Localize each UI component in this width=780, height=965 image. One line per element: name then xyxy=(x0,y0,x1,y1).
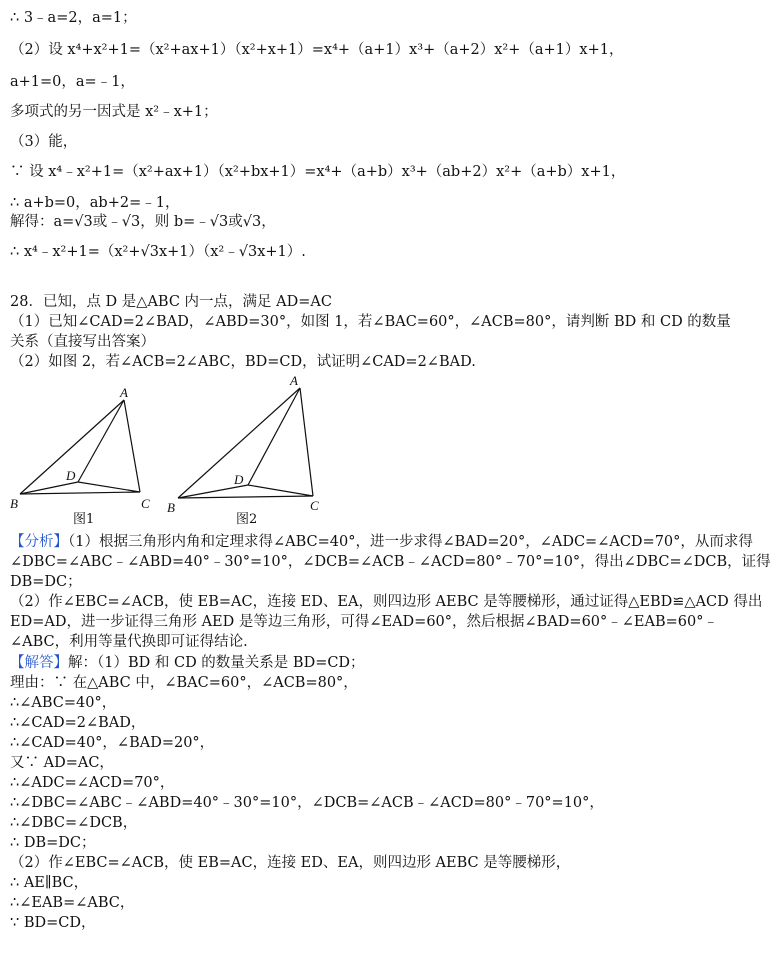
solution-step: ∴∠DBC=∠ABC﹣∠ABD=40°﹣30°=10°，∠DCB=∠ACB﹣∠ACD=80°﹣70°=10°， xyxy=(10,795,604,811)
text-line: a+1=0，a=﹣1， xyxy=(10,74,135,90)
text-line: ∴ 3﹣a=2，a=1； xyxy=(10,10,137,26)
solution-step: ∴∠EAB=∠ABC， xyxy=(10,895,135,911)
figure-1-caption: 图1 xyxy=(73,512,95,527)
solution-step: ∴∠ABC=40°， xyxy=(10,695,117,711)
solution-step: （2）作∠EBC=∠ACB，使 EB=AC，连接 ED、EA，则四边形 AEBC 是等腰梯形， xyxy=(10,855,571,871)
label-d: D xyxy=(66,468,76,483)
text-line: ∴ x⁴﹣x²+1=（x²+√3x+1）（x²﹣√3x+1）. xyxy=(10,244,306,260)
analysis-tag: 【分析】 xyxy=(10,534,68,550)
solution-step: 理由：∵ 在△ABC 中，∠BAC=60°，∠ACB=80°， xyxy=(10,675,358,691)
figure-1 xyxy=(8,382,168,514)
solution-first xyxy=(10,653,772,673)
line-dc xyxy=(78,482,140,492)
label-b: B xyxy=(167,500,175,514)
solution-step: ∴∠ADC=∠ACD=70°， xyxy=(10,775,175,791)
text-line: （2）设 x⁴+x²+1=（x²+ax+1）（x²+x+1）=x⁴+（a+1）x³+（a+2）x²+（a+1）x+1， xyxy=(10,42,624,58)
line-ad xyxy=(78,400,124,482)
problem-part1-cont: 关系（直接写出答案） xyxy=(10,334,155,350)
solution-step: ∴ AE∥BC， xyxy=(10,875,89,891)
solution-step: ∵ BD=CD， xyxy=(10,915,96,931)
solution-step: ∴∠CAD=2∠BAD， xyxy=(10,715,146,731)
line-bc xyxy=(178,496,313,498)
figure-2-caption: 图2 xyxy=(236,512,258,527)
solution-step: ∴∠CAD=40°，∠BAD=20°， xyxy=(10,735,215,751)
label-c: C xyxy=(310,498,319,513)
solution-step: ∴∠DBC=∠DCB， xyxy=(10,815,138,831)
text-line: ∵ 设 x⁴﹣x²+1=（x²+ax+1）（x²+bx+1）=x⁴+（a+b）x³+（ab+2）x²+（a+b）x+1， xyxy=(10,164,626,180)
analysis-part1 xyxy=(10,532,772,592)
solution-step: ∴ DB=DC； xyxy=(10,835,96,851)
label-c: C xyxy=(141,496,150,511)
label-d: D xyxy=(234,472,244,487)
figure-2 xyxy=(160,372,330,514)
solution-tag: 【解答】 xyxy=(10,655,68,671)
line-ad xyxy=(248,388,300,485)
solution-first-text: 解：（1）BD 和 CD 的数量关系是 BD=CD； xyxy=(68,655,365,671)
line-ac xyxy=(300,388,313,496)
text-line: ∴ a+b=0，ab+2=﹣1， xyxy=(10,195,180,211)
analysis-text: （1）根据三角形内角和定理求得∠ABC=40°，进一步求得∠BAD=20°，∠ADC=∠ACD=70°，从而求得∠DBC=∠ABC﹣∠ABD=40°﹣30°=10°，∠DCB=∠ACB﹣∠ACD=80°﹣70°=10°，得出∠DBC=∠DCB，证得 DB=DC； xyxy=(10,534,771,590)
line-dc xyxy=(248,485,313,496)
problem-title: 28．已知，点 D 是△ABC 内一点，满足 AD=AC xyxy=(10,294,332,310)
label-a: A xyxy=(290,373,298,388)
solution-step: 又∵ AD=AC， xyxy=(10,755,114,771)
label-a: A xyxy=(120,385,128,400)
text-line: 解得：a=√3或﹣√3，则 b=﹣√3或√3， xyxy=(10,214,276,230)
analysis-part2: （2）作∠EBC=∠ACB，使 EB=AC，连接 ED、EA，则四边形 AEBC 是等腰梯形，通过证得△EBD≌△ACD 得出 ED=AD，进一步证得三角形 AED 是等边三角形，可得∠EAD=60°，然后根据∠BAD=60°﹣∠EAB=60°﹣∠ABC，利用等量代换即可证得结论. xyxy=(10,594,763,650)
line-bc xyxy=(20,492,140,494)
line-ac xyxy=(124,400,140,492)
text-line: （3）能， xyxy=(10,134,78,150)
text-line: 多项式的另一因式是 x²﹣x+1； xyxy=(10,104,218,120)
problem-part2: （2）如图 2，若∠ACB=2∠ABC，BD=CD，试证明∠CAD=2∠BAD. xyxy=(10,354,476,370)
line-bd xyxy=(20,482,78,494)
label-b: B xyxy=(10,496,18,511)
problem-part1: （1）已知∠CAD=2∠BAD，∠ABD=30°，如图 1，若∠BAC=60°，∠ACB=80°，请判断 BD 和 CD 的数量 xyxy=(10,314,731,330)
